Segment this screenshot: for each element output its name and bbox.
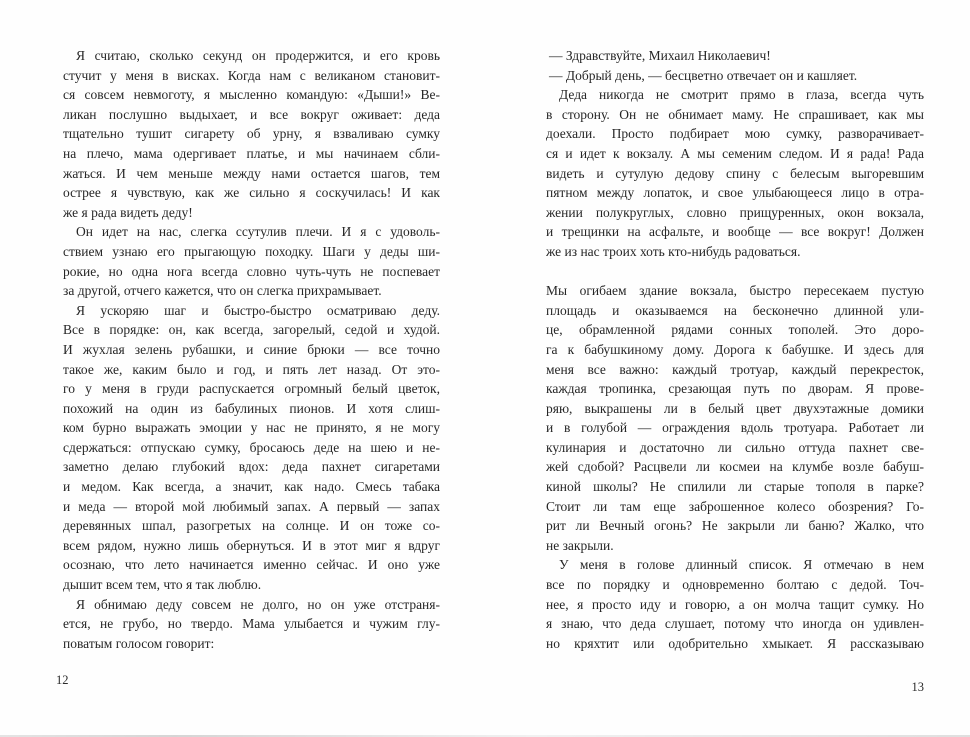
text-line: киной школы? Не спилили ли старые тополя в парке? [546, 479, 924, 495]
text-line: ся совсем невмоготу, я мысленно командую: «Дыши!» Ве- [63, 87, 440, 103]
text-line: видеть и сутулую дедову спину с белесым выгоревшим [546, 165, 924, 181]
paragraph [63, 301, 440, 595]
text-line: рит ли Вечный огонь? Не закрыли ли баню? Жалко, что [546, 518, 924, 534]
text-line: кулинария и достаточно ли сильно оттуда пахнет све- [546, 439, 924, 455]
text-line: жей сдобой? Расцвели ли космеи на клумбе возле бабуш- [546, 459, 924, 475]
text-line: осознаю, что лето начинается именно сейчас. И оно уже [63, 557, 440, 573]
text-line: я знаю, что деда слушает, потому что иногда он удивлен- [546, 616, 924, 632]
page-number: 13 [911, 680, 924, 694]
paragraph [546, 555, 924, 653]
text-line: не закрыли. [546, 537, 614, 553]
text-line: же из нас троих хоть кто-нибудь радоваться. [546, 243, 801, 259]
text-line: У меня в голове длинный список. Я отмечаю в нем [559, 557, 924, 573]
text-line: дышит всем тем, что я так люблю. [63, 577, 262, 593]
text-line: такое же, каким было и год, и пять лет назад. От это- [63, 361, 440, 377]
paragraph [546, 46, 924, 66]
text-line: Я считаю, сколько секунд он продержится, и его кровь [76, 48, 440, 63]
text-line: острее я чувствую, как же сильно я соскучилась! И как [63, 185, 440, 201]
text-line: ствием узнаю его прыгающую походку. Шаги у деды ши- [63, 243, 440, 259]
paragraph [63, 46, 440, 222]
text-line: каждая тропинка, срезающая путь по дворам. Я прове- [546, 381, 924, 397]
text-line: за другой, отчего кажется, что он слегка прихрамывает. [63, 283, 382, 299]
text-line: и меда — второй мой любимый запах. А первый — запах [63, 498, 440, 514]
text-line: и в голубой — ограждения вдоль тротуара. Работает ли [546, 420, 924, 436]
text-line: — Добрый день, — бесцветно отвечает он и кашляет. [549, 67, 858, 83]
text-line: Все в порядке: он, как всегда, загорелый, седой и худой. [63, 322, 440, 338]
text-line: доехали. Просто подбирает мою сумку, разворачивает- [546, 126, 924, 142]
text-line: Я обнимаю деду совсем не долго, но он уже отстраня- [76, 596, 440, 612]
paragraph [63, 222, 440, 300]
text-line: га к бабушкиному дому. Дорога к бабушке. И здесь для [546, 341, 924, 357]
text-line: всем рядом, нужно лишь обернуться. И в этот миг я вдруг [63, 537, 440, 553]
text-line: в сторону. Он не обнимает маму. Не спрашивает, как мы [546, 106, 924, 122]
text-line: жении полукруглых, словно прищуренных, окон вокзала, [546, 204, 924, 220]
text-line: Мы огибаем здание вокзала, быстро пересекаем пустую [546, 283, 924, 299]
page-13-text-block [546, 46, 924, 653]
text-line: меня все важно: каждый тротуар, каждый перекресток, [546, 361, 924, 377]
text-line: Стоит ли там еще заброшенное колесо обозрения? Го- [546, 498, 924, 514]
text-line: ся и идет к вокзалу. А мы семеним следом. И я рада! Рада [546, 145, 924, 161]
paragraph [546, 85, 924, 261]
paragraph [63, 595, 440, 654]
text-line: и трещинки на асфальте, и вообще — все вокруг! Должен [546, 224, 924, 240]
paragraph [546, 66, 924, 86]
text-line: и медом. Как всегда, а значит, как надо. Смесь табака [63, 479, 440, 495]
text-line: го у меня в груди распускается огромный белый цветок, [63, 381, 440, 397]
text-line: ком бурно выражать эмоции у нас не принято, я не могу [63, 420, 440, 436]
text-line: похожий на один из бабулиных пионов. И хотя слиш- [63, 400, 440, 416]
text-line: тщательно тушит сигарету об урну, я взваливаю сумку [63, 126, 440, 142]
section-break [546, 262, 924, 282]
text-line: И жухлая зелень рубашки, и синие брюки — все точно [63, 341, 440, 357]
text-line: жаться. И чем меньше между нами остается шагов, тем [63, 165, 440, 181]
text-line: все по порядку и одновременно болтаю с дедой. Точ- [546, 577, 924, 593]
text-line: поватым голосом говорит: [63, 635, 215, 651]
text-line: ряю, выкрашены ли в белый цвет двухэтажные домики [546, 400, 924, 416]
text-line: же я рада видеть деду! [63, 204, 193, 220]
text-line: пятном между лопаток, и свое улыбающееся лицо в отра- [546, 185, 924, 201]
page-12-text-block [63, 46, 440, 653]
paragraph [546, 281, 924, 555]
text-line: площадь и оказываемся на бесконечно длинной ули- [546, 302, 924, 318]
text-line: но кряхтит или одобрительно хмыкает. Я рассказываю [546, 635, 924, 651]
text-line: деревянных шпал, разогретых на солнце. И он тоже со- [63, 518, 440, 534]
page-number: 12 [56, 673, 69, 687]
text-line: сдержаться: отпускаю сумку, бросаюсь деде на шею и не- [63, 439, 440, 455]
text-line: заметно делаю глубокий вдох: деда пахнет сигаретами [63, 459, 440, 475]
text-line: — Здравствуйте, Михаил Николаевич! [549, 48, 771, 63]
text-line: Деда никогда не смотрит прямо в глаза, всегда чуть [559, 87, 924, 103]
text-line: ется, не грубо, но твердо. Мама улыбается и чужим глу- [63, 616, 440, 632]
text-line: Я ускоряю шаг и быстро-быстро осматриваю деду. [76, 302, 440, 318]
text-line: це, обрамленной рядами сонных тополей. Это доро- [546, 322, 924, 338]
text-line: нее, я просто иду и говорю, а он молча тащит сумку. Но [546, 596, 924, 612]
text-line: ликан послушно выдыхает, и все вокруг оживает: деда [63, 106, 440, 122]
text-line: Он идет на нас, слегка ссутулив плечи. И я с удоволь- [76, 224, 440, 240]
text-line: рокие, но одна нога всегда словно чуть-чуть не поспевает [63, 263, 440, 279]
text-line: на плечо, мама одергивает платье, и мы начинаем сбли- [63, 145, 440, 161]
text-line: стучит у меня в висках. Когда нам с великаном становит- [63, 67, 440, 83]
